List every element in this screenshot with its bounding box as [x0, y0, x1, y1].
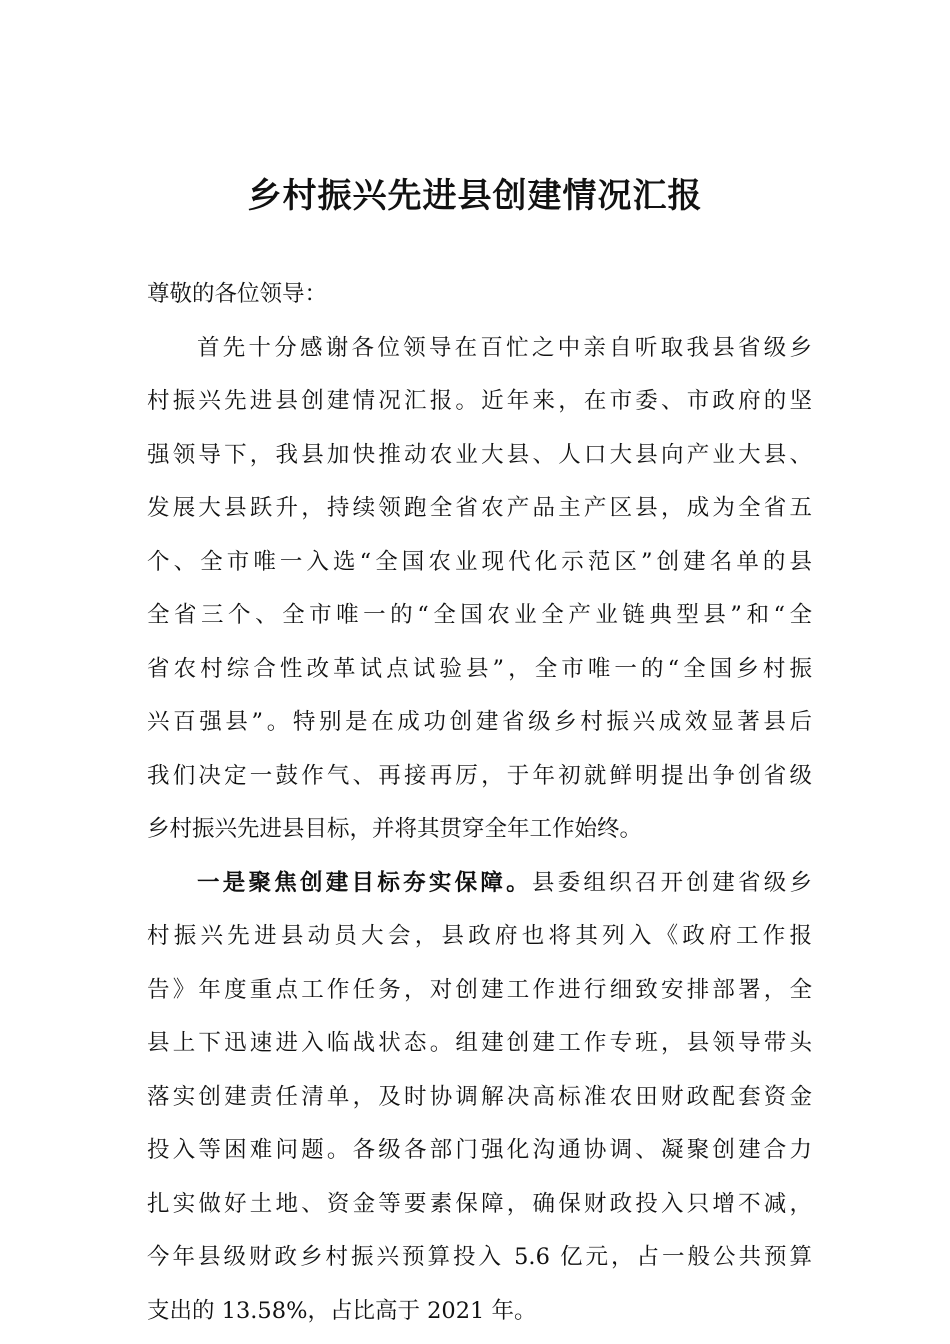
paragraph-line: 省农村综合性改革试点试验县”，全市唯一的“全国乡村振 — [147, 655, 812, 682]
paragraph-line: 支出的 13.58%，占比高于 2021 年。 — [147, 1297, 537, 1324]
paragraph-2 — [147, 857, 812, 1339]
document-body — [147, 268, 812, 1338]
paragraph-line: 兴百强县”。特别是在成功创建省级乡村振兴成效显著县后 — [147, 709, 812, 735]
document-title: 乡村振兴先进县创建情况汇报 — [247, 176, 703, 216]
paragraph-line: 强领导下，我县加快推动农业大县、人口大县向产业大县、 — [147, 441, 812, 468]
paragraph-line: 首先十分感谢各位领导在百忙之中亲自听取我县省级乡 — [197, 334, 812, 361]
paragraph-line: 全省三个、全市唯一的“全国农业全产业链典型县”和“全 — [147, 602, 812, 628]
paragraph-line: 落实创建责任清单，及时协调解决高标准农田财政配套资金 — [147, 1083, 812, 1110]
paragraph-line: 乡村振兴先进县目标，并将其贯穿全年工作始终。 — [147, 816, 643, 842]
paragraph-line-rest: 县委组织召开创建省级乡 — [531, 869, 812, 896]
paragraph-line: 今年县级财政乡村振兴预算投入 5.6 亿元，占一般公共预算 — [147, 1244, 812, 1270]
paragraph-line: 村振兴先进县创建情况汇报。近年来，在市委、市政府的坚 — [147, 388, 812, 414]
paragraph-line: 县上下迅速进入临战状态。组建创建工作专班，县领导带头 — [147, 1030, 812, 1056]
paragraph-line: 我们决定一鼓作气、再接再厉，于年初就鲜明提出争创省级 — [147, 762, 812, 789]
paragraph-line: 发展大县跃升，持续领跑全省农产品主产区县，成为全省五 — [147, 495, 812, 521]
paragraph-lead: 一是聚焦创建目标夯实保障。 — [197, 869, 532, 896]
salutation: 尊敬的各位领导： — [147, 281, 328, 307]
paragraph-line: 扎实做好土地、资金等要素保障，确保财政投入只增不减， — [147, 1190, 812, 1217]
paragraph-line: 告》年度重点工作任务，对创建工作进行细致安排部署，全 — [147, 976, 812, 1003]
paragraph-line: 村振兴先进县动员大会，县政府也将其列入《政府工作报 — [147, 923, 812, 949]
paragraph-1 — [147, 322, 812, 857]
paragraph-line: 个、全市唯一入选“全国农业现代化示范区”创建名单的县 — [147, 548, 812, 575]
paragraph-line — [147, 857, 812, 911]
paragraph-line: 投入等困难问题。各级各部门强化沟通协调、凝聚创建合力 — [147, 1137, 812, 1163]
